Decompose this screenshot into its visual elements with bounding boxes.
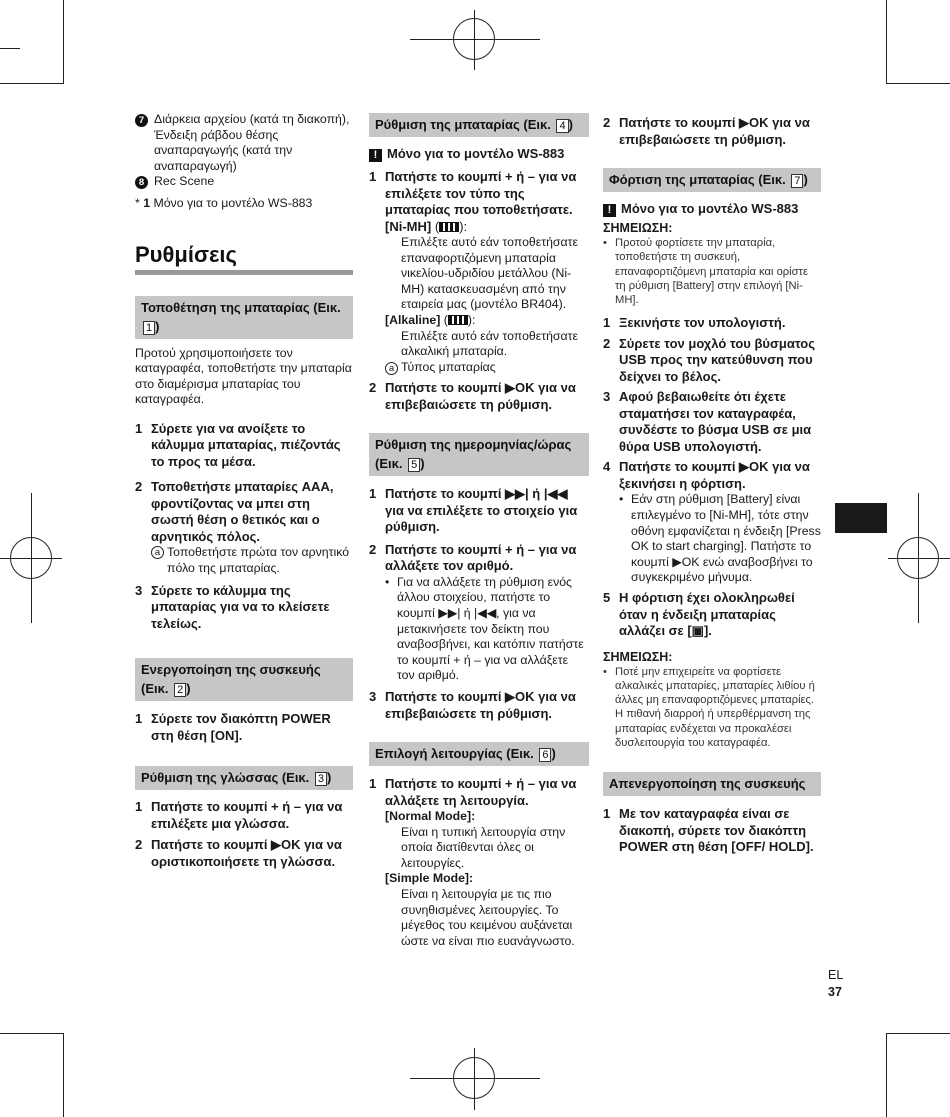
crop-mark bbox=[886, 0, 887, 84]
section-title: Ενεργοποίηση της συσκευής (Εικ. bbox=[141, 662, 321, 697]
step-number: 4 bbox=[603, 459, 611, 475]
footnote-text: Μόνο για το μοντέλο WS-883 bbox=[153, 195, 313, 210]
step-text bbox=[151, 711, 353, 744]
bullet-text: Εάν στη ρύθμιση [Battery] είναι επιλεγμένο το [Ni-MH], τότε στην οθόνη εμφανίζεται η ένδειξη [Press OK to start charging]. Πατήστε το κουμπί ▶OK ενώ αναβοσβήνει το συγκεκριμένο μήνυμα. bbox=[631, 492, 821, 585]
figure-ref: 6 bbox=[539, 748, 551, 762]
step-number: 1 bbox=[603, 806, 611, 822]
section-heading: Τοποθέτηση της μπαταρίας (Εικ. 1 ) bbox=[135, 296, 353, 339]
step-text-part: Πατήστε το κουμπί ▶OK bbox=[151, 837, 301, 853]
option-label: [Alkaline] bbox=[385, 312, 441, 327]
note-item bbox=[603, 236, 821, 307]
model-note-text: Μόνο για το μοντέλο WS-883 bbox=[621, 201, 799, 216]
option-desc: Είναι η λειτουργία με τις πιο συνηθισμένες λειτουργίες. Το μέγεθος του κειμένου αυξάνεται ώστε να είναι πιο ευανάγνωστο. bbox=[401, 886, 575, 948]
section-heading: Ρύθμιση της μπαταρίας (Εικ. 4 ) bbox=[369, 113, 589, 137]
step bbox=[369, 486, 589, 536]
step-number: 2 bbox=[369, 380, 377, 396]
step-number: 2 bbox=[135, 479, 143, 495]
step bbox=[135, 479, 353, 545]
section-tab-marker bbox=[835, 503, 887, 533]
bullet-icon: • bbox=[603, 237, 607, 249]
step bbox=[369, 776, 589, 809]
step-text-part: Σύρετε τον διακόπτη bbox=[151, 711, 278, 727]
step bbox=[603, 590, 821, 640]
step-text: Σύρετε το κάλυμμα της μπαταρίας για να το κλείσετε τελείως. bbox=[151, 582, 330, 631]
step bbox=[603, 115, 821, 148]
figure-ref: 4 bbox=[556, 119, 568, 133]
page-number: 37 bbox=[828, 985, 842, 999]
note-title: ΣΗΜΕΙΩΣΗ: bbox=[603, 649, 673, 664]
crop-mark bbox=[886, 1033, 950, 1034]
warning-icon: ! bbox=[369, 149, 382, 162]
step-text: Πατήστε το κουμπί + ή – για να επιλέξετε τον τύπο της μπαταρίας που τοποθετήσατε. [Ni-MH] ( ): bbox=[385, 169, 577, 234]
callout-note bbox=[385, 360, 589, 376]
step bbox=[603, 806, 821, 856]
step-text: Πατήστε το κουμπί + ή – για να αλλάξετε τη λειτουργία. bbox=[385, 776, 577, 808]
section-title: Απενεργοποίηση της συσκευής bbox=[609, 776, 806, 792]
footnote: * 1 Μόνο για το μοντέλο WS-883 bbox=[135, 195, 313, 210]
option-desc: Επιλέξτε αυτό εάν τοποθετήσατε αλκαλική μπαταρία. bbox=[401, 328, 578, 359]
page-heading: Ρυθμίσεις bbox=[135, 242, 353, 275]
section-title: Ρύθμιση της ημερομηνίας/ώρας (Εικ. bbox=[375, 437, 572, 472]
step-number: 1 bbox=[369, 486, 377, 502]
section-heading: Ρύθμιση της γλώσσας (Εικ. 3 ) bbox=[135, 766, 353, 790]
registration-mark bbox=[453, 18, 495, 60]
step bbox=[135, 711, 353, 744]
section-heading: Επιλογή λειτουργίας (Εικ. 6 ) bbox=[369, 742, 589, 766]
crop-mark bbox=[63, 0, 64, 84]
power-label: POWER bbox=[281, 711, 331, 727]
step-number: 2 bbox=[603, 115, 611, 130]
step-number: 3 bbox=[135, 582, 143, 598]
step bbox=[135, 837, 353, 870]
step-text: Σύρετε τον μοχλό του βύσματος USB προς την κατεύθυνση που δείχνει το βέλος. bbox=[619, 335, 815, 384]
note-text: Ποτέ μην επιχειρείτε να φορτίσετε αλκαλικές μπαταρίες, μπαταρίες λιθίου ή άλλες μη επαναφορτιζόμενες μπαταρίες. Η πιθανή διαρροή ή υπερθέρμανση της μπαταρίας ενδέχεται να προκαλέσει δυσλειτουργία του καταγραφέα. bbox=[615, 665, 815, 750]
number-8-icon: 8 bbox=[135, 176, 148, 189]
column-2 bbox=[369, 113, 589, 949]
step-text: Πατήστε το κουμπί + ή – για να αλλάξετε τον αριθμό. bbox=[385, 541, 577, 574]
step-text: Τοποθετήστε μπαταρίες AAA, φροντίζοντας να μπει στη σωστή θέση ο θετικός και ο αρνητικός πόλος. bbox=[151, 479, 334, 544]
note-text: Προτού φορτίσετε την μπαταρία, τοποθετήστε τη συσκευή, επαναφορτιζόμενη μπαταρία και ορίστε τη ρύθμιση [Battery] στην επιλογή [Ni-MH]. bbox=[615, 237, 808, 307]
section-heading: Ρύθμιση της ημερομηνίας/ώρας (Εικ. 5 ) bbox=[369, 433, 589, 476]
step-text-part: επιβεβαιώσετε τη ρύθμιση. bbox=[385, 396, 553, 412]
section-title: Επιλογή λειτουργίας (Εικ. bbox=[375, 746, 534, 761]
step-number: 1 bbox=[135, 711, 143, 727]
step bbox=[135, 799, 353, 832]
step bbox=[603, 389, 821, 455]
battery-alkaline-icon bbox=[448, 315, 468, 325]
note-title: ΣΗΜΕΙΩΣΗ: bbox=[603, 221, 673, 235]
step-text: Αφού βεβαιωθείτε ότι έχετε σταματήσει τον καταγραφέα, συνδέστε το βύσμα USB σε μια θύρα USB υπολογιστή. bbox=[619, 389, 812, 454]
step-text: Με τον καταγραφέα είναι σε διακοπή, σύρετε τον διακόπτη POWER στη θέση [OFF/ HOLD]. bbox=[619, 806, 814, 855]
step-text: Ξεκινήστε τον υπολογιστή. bbox=[619, 315, 786, 331]
step bbox=[369, 169, 589, 235]
step-text: Η φόρτιση έχει ολοκληρωθεί όταν η ένδειξη μπαταρίας αλλάζει σε [▣]. bbox=[619, 590, 795, 639]
figure-ref: 7 bbox=[791, 174, 803, 188]
step bbox=[603, 315, 821, 332]
item-8-text: Rec Scene bbox=[154, 174, 215, 189]
option-desc: Είναι η τυπική λειτουργία στην οποία διατίθενται όλες οι λειτουργίες. bbox=[401, 824, 566, 870]
item-7-text: Διάρκεια αρχείου (κατά τη διακοπή), Ένδειξη ράβδου θέσης αναπαραγωγής (κατά την αναπαραγωγή) bbox=[154, 112, 350, 173]
bullet-item bbox=[619, 492, 821, 586]
footnote-number: 1 bbox=[143, 195, 151, 210]
step bbox=[603, 459, 821, 492]
figure-ref: 2 bbox=[174, 683, 186, 697]
step-number: 2 bbox=[603, 335, 611, 351]
step-text bbox=[385, 380, 589, 413]
step-text-part: στη θέση [ON]. bbox=[151, 727, 243, 743]
list-item bbox=[135, 112, 353, 174]
step bbox=[369, 542, 589, 575]
registration-mark bbox=[10, 537, 52, 579]
figure-ref: 1 bbox=[143, 321, 155, 335]
step-note bbox=[151, 545, 353, 576]
number-7-icon: 7 bbox=[135, 114, 148, 127]
model-note-text: Μόνο για το μοντέλο WS-883 bbox=[387, 146, 565, 161]
step-text: Πατήστε το κουμπί ▶OK για να επιβεβαιώσετε τη ρύθμιση. bbox=[619, 115, 810, 147]
section-title: Φόρτιση της μπαταρίας (Εικ. bbox=[609, 172, 786, 187]
step-text-part: για να οριστικοποιήσετε τη γλώσσα. bbox=[151, 837, 342, 869]
model-note bbox=[369, 145, 589, 162]
step bbox=[369, 689, 589, 722]
option-row: [Alkaline] ( ): bbox=[385, 312, 476, 327]
step-text: Πατήστε το κουμπί + ή – για να επιλέξετε μια γλώσσα. bbox=[151, 799, 343, 831]
page-footer bbox=[828, 967, 843, 1001]
section-title: Ρύθμιση της γλώσσας (Εικ. bbox=[141, 770, 310, 786]
model-note bbox=[603, 200, 821, 217]
option-label: [Ni-MH] bbox=[385, 218, 432, 234]
step-number: 3 bbox=[603, 389, 611, 405]
bullet-icon: • bbox=[619, 492, 624, 507]
battery-nimh-icon bbox=[439, 222, 459, 232]
note-text: Τοποθετήστε πρώτα τον αρνητικό πόλο της μπαταρίας. bbox=[167, 545, 350, 576]
bullet-item bbox=[385, 575, 589, 684]
bullet-icon: • bbox=[385, 574, 390, 589]
step-number: 2 bbox=[135, 837, 143, 853]
callout-a-icon: a bbox=[385, 362, 398, 375]
step-number: 1 bbox=[135, 420, 143, 436]
section-heading: Ενεργοποίηση της συσκευής (Εικ. 2 ) bbox=[135, 658, 353, 701]
step-text: Πατήστε το κουμπί ▶▶| ή |◀◀ για να επιλέξετε το στοιχείο για ρύθμιση. bbox=[385, 486, 578, 535]
option-desc: Επιλέξτε αυτό εάν τοποθετήσατε επαναφορτιζόμενη μπαταρία νικελίου-υδριδίου μετάλλου (Ni-MH) κατασκευασμένη από την εταιρεία μας (μοντέλο BR404). bbox=[401, 235, 578, 312]
option-label: [Normal Mode]: bbox=[385, 809, 476, 823]
step-text bbox=[151, 837, 353, 870]
section-title: Ρύθμιση της μπαταρίας (Εικ. bbox=[375, 117, 551, 132]
list-item bbox=[135, 174, 353, 190]
step-number: 1 bbox=[369, 169, 377, 184]
warning-icon: ! bbox=[603, 204, 616, 217]
figure-ref: 3 bbox=[315, 772, 327, 786]
crop-mark bbox=[0, 1033, 64, 1034]
crop-mark bbox=[63, 1033, 64, 1117]
step-number: 3 bbox=[369, 689, 377, 704]
section-heading: Φόρτιση της μπαταρίας (Εικ. 7 ) bbox=[603, 168, 821, 192]
step-number: 1 bbox=[603, 315, 611, 331]
step-text: Πατήστε το κουμπί ▶OK για να επιβεβαιώσετε τη ρύθμιση. bbox=[385, 689, 576, 721]
column-1 bbox=[135, 112, 353, 870]
option-label: [Simple Mode]: bbox=[385, 871, 474, 886]
step bbox=[135, 421, 353, 471]
section-heading bbox=[603, 772, 821, 796]
step-text-part: Πατήστε το κουμπί ▶OK για να bbox=[385, 380, 576, 396]
step-number: 2 bbox=[369, 541, 377, 557]
intro-text: Προτού χρησιμοποιήσετε τον καταγραφέα, τοποθετήστε την μπαταρία στο διαμέρισμα μπαταρίας του καταγραφέα. bbox=[135, 345, 352, 407]
section-title: Τοποθέτηση της μπαταρίας (Εικ. bbox=[141, 299, 341, 315]
bullet-text: Για να αλλάξετε τη ρύθμιση ενός άλλου στοιχείου, πατήστε το κουμπί ▶▶| ή |◀◀, για να μετακινήσετε τον δείκτη που αναβοσβήνει, και κατόπιν πατήστε το κουμπί + ή – για να αλλάξετε τον αριθμό. bbox=[397, 574, 584, 683]
note-text: Τύπος μπαταρίας bbox=[401, 359, 496, 374]
note-item bbox=[603, 665, 821, 751]
step-number: 5 bbox=[603, 590, 611, 606]
step-text: Σύρετε για να ανοίξετε το κάλυμμα μπαταρίας, πιέζοντάς το προς τα μέσα. bbox=[151, 420, 341, 469]
step-text: Πατήστε το κουμπί ▶OK για να ξεκινήσει η φόρτιση. bbox=[619, 459, 810, 491]
figure-ref: 5 bbox=[408, 458, 420, 472]
registration-mark bbox=[453, 1057, 495, 1099]
step bbox=[135, 583, 353, 633]
step-number: 1 bbox=[369, 776, 377, 791]
column-3 bbox=[603, 115, 821, 856]
crop-mark bbox=[0, 48, 20, 49]
bullet-icon: • bbox=[603, 665, 607, 678]
registration-mark bbox=[897, 537, 939, 579]
crop-mark bbox=[886, 1033, 887, 1117]
step-text-part: Πατήστε το κουμπί + ή – για να επιλέξετε τον τύπο της μπαταρίας που τοποθετήσατε. bbox=[385, 169, 577, 217]
step bbox=[369, 380, 589, 413]
crop-mark bbox=[886, 83, 950, 84]
step bbox=[603, 336, 821, 386]
crop-mark bbox=[0, 83, 64, 84]
callout-a-icon: a bbox=[151, 546, 164, 559]
language-code: EL bbox=[828, 968, 844, 982]
step-number: 1 bbox=[135, 799, 143, 815]
